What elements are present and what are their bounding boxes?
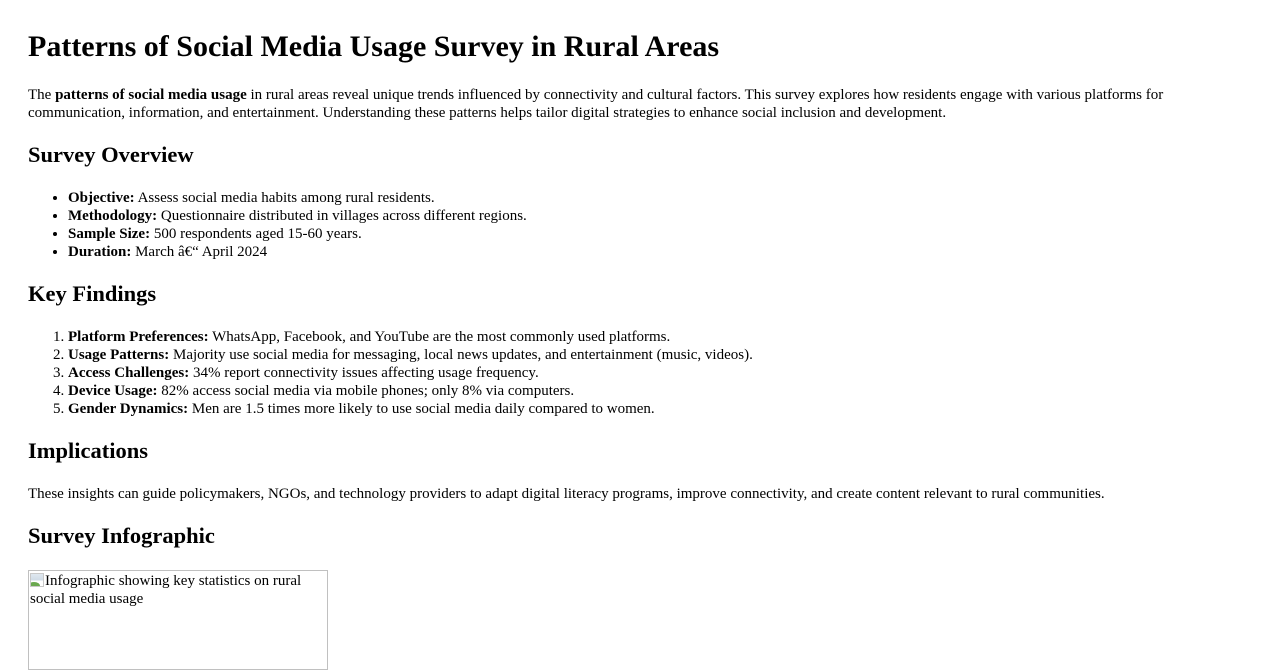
overview-heading: Survey Overview: [28, 142, 194, 167]
intro-paragraph: [28, 86, 1228, 122]
finding-text: 34% report connectivity issues affecting usage frequency.: [189, 365, 539, 381]
overview-item-text: March â€“ April 2024: [131, 244, 268, 260]
finding-text: 82% access social media via mobile phones; only 8% via computers.: [157, 383, 575, 399]
finding-label: Gender Dynamics:: [68, 401, 189, 417]
overview-item-label: Duration:: [68, 244, 132, 260]
implications-heading: Implications: [28, 438, 149, 463]
overview-item-label: Objective:: [68, 190, 135, 206]
infographic-image: [28, 570, 328, 670]
overview-item-duration: [68, 243, 527, 261]
page-title: Patterns of Social Media Usage Survey in Rural Areas: [28, 30, 720, 63]
broken-image-icon: [30, 573, 44, 587]
overview-item-text: 500 respondents aged 15-60 years.: [150, 226, 362, 242]
finding-device-usage: [68, 382, 753, 400]
infographic-alt-text: Infographic showing key statistics on rural social media usage: [30, 573, 302, 607]
finding-gender-dynamics: [68, 400, 753, 418]
implications-paragraph: These insights can guide policymakers, NGOs, and technology providers to adapt digital literacy programs, improve connectivity, and create content relevant to rural communities.: [28, 486, 1105, 502]
overview-item-objective: [68, 189, 527, 207]
finding-platform-preferences: [68, 328, 753, 346]
finding-label: Access Challenges:: [68, 365, 190, 381]
findings-heading: Key Findings: [28, 281, 157, 306]
finding-text: WhatsApp, Facebook, and YouTube are the most commonly used platforms.: [208, 329, 671, 345]
finding-label: Platform Preferences:: [68, 329, 209, 345]
overview-item-sample-size: [68, 225, 527, 243]
finding-label: Usage Patterns:: [68, 347, 170, 363]
overview-item-text: Assess social media habits among rural residents.: [134, 190, 435, 206]
overview-item-label: Sample Size:: [68, 226, 151, 242]
overview-list: [28, 189, 527, 261]
finding-access-challenges: [68, 364, 753, 382]
overview-item-label: Methodology:: [68, 208, 158, 224]
infographic-heading: Survey Infographic: [28, 523, 215, 548]
overview-item-text: Questionnaire distributed in villages across different regions.: [157, 208, 527, 224]
finding-label: Device Usage:: [68, 383, 158, 399]
intro-suffix: in rural areas reveal unique trends influenced by connectivity and cultural factors. This survey explores how residents engage with various platforms for communication, information, and entertainment. Understanding these patterns helps tailor digital strategies to enhance social inclusion and development.: [28, 87, 1164, 121]
intro-prefix: The: [28, 87, 56, 103]
finding-usage-patterns: [68, 346, 753, 364]
findings-list: [28, 328, 753, 418]
finding-text: Men are 1.5 times more likely to use social media daily compared to women.: [188, 401, 655, 417]
overview-item-methodology: [68, 207, 527, 225]
finding-text: Majority use social media for messaging, local news updates, and entertainment (music, videos).: [169, 347, 753, 363]
intro-emphasis: patterns of social media usage: [55, 87, 247, 103]
